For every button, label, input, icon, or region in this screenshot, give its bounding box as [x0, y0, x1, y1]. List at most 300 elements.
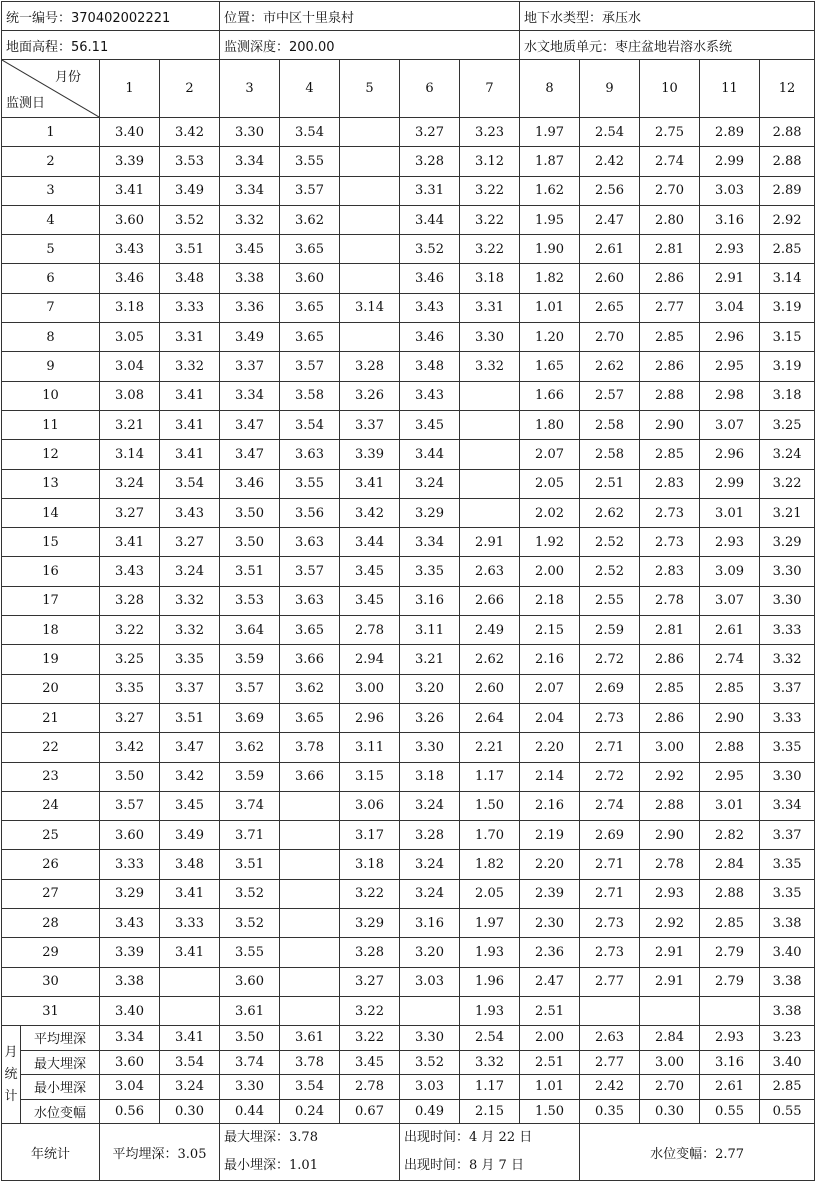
day-label: 8 [2, 323, 100, 352]
table-row [2, 703, 815, 732]
table-row [2, 264, 815, 293]
day-label: 22 [2, 733, 100, 762]
depth-cell [400, 996, 460, 1025]
stat-cell: 2.78 [340, 1075, 400, 1100]
depth-cell: 3.52 [400, 235, 460, 264]
depth-cell: 3.32 [460, 352, 520, 381]
depth-cell: 3.40 [100, 996, 160, 1025]
stat-cell: 3.34 [100, 1026, 160, 1051]
table-row [2, 674, 815, 703]
depth-cell: 2.88 [760, 118, 815, 147]
depth-cell: 3.28 [400, 147, 460, 176]
depth-cell: 3.24 [400, 791, 460, 820]
depth-cell: 3.65 [280, 323, 340, 352]
day-label: 27 [2, 879, 100, 908]
depth-cell: 3.04 [100, 352, 160, 381]
depth-cell: 3.52 [160, 205, 220, 234]
depth-cell: 3.19 [760, 352, 815, 381]
table-row [2, 586, 815, 615]
depth-cell: 2.20 [520, 850, 580, 879]
depth-cell: 3.16 [400, 586, 460, 615]
depth-cell: 3.50 [220, 498, 280, 527]
depth-cell: 3.31 [400, 176, 460, 205]
depth-cell: 3.57 [280, 176, 340, 205]
table-row [2, 821, 815, 850]
depth-cell: 3.22 [340, 996, 400, 1025]
depth-cell: 3.43 [160, 498, 220, 527]
depth-cell: 3.52 [220, 909, 280, 938]
depth-cell: 1.50 [460, 791, 520, 820]
depth-cell: 3.16 [400, 909, 460, 938]
depth-cell: 3.11 [340, 733, 400, 762]
depth-cell: 2.70 [640, 176, 700, 205]
depth-cell: 2.63 [460, 557, 520, 586]
table-row [2, 938, 815, 967]
depth-cell: 3.46 [220, 469, 280, 498]
monitor-depth: 监测深度：200.00 [220, 31, 520, 60]
depth-cell: 1.97 [460, 909, 520, 938]
depth-cell: 3.41 [160, 410, 220, 439]
depth-cell: 3.33 [760, 616, 815, 645]
table-row [2, 147, 815, 176]
depth-cell: 3.26 [340, 381, 400, 410]
depth-cell [160, 967, 220, 996]
depth-cell: 3.37 [160, 674, 220, 703]
depth-cell: 3.44 [340, 528, 400, 557]
depth-cell: 3.41 [100, 176, 160, 205]
stat-cell: 0.30 [640, 1099, 700, 1124]
month-header: 4 [280, 60, 340, 118]
depth-cell [280, 821, 340, 850]
depth-cell: 3.29 [340, 909, 400, 938]
depth-cell: 3.00 [340, 674, 400, 703]
depth-cell: 2.91 [700, 264, 760, 293]
depth-cell [340, 205, 400, 234]
depth-cell: 3.29 [760, 528, 815, 557]
depth-cell: 3.42 [100, 733, 160, 762]
depth-cell: 3.28 [340, 352, 400, 381]
depth-cell: 3.46 [400, 264, 460, 293]
depth-cell: 3.30 [220, 118, 280, 147]
monthly-stats-char: 统 [4, 1066, 18, 1082]
depth-cell: 3.12 [460, 147, 520, 176]
depth-cell: 3.15 [760, 323, 815, 352]
stat-cell: 3.74 [220, 1050, 280, 1075]
depth-cell: 1.93 [460, 938, 520, 967]
depth-cell: 3.45 [160, 791, 220, 820]
depth-cell: 3.46 [400, 323, 460, 352]
depth-cell: 3.64 [220, 616, 280, 645]
depth-cell: 2.72 [580, 762, 640, 791]
elevation: 地面高程：56.11 [2, 31, 220, 60]
depth-cell: 1.93 [460, 996, 520, 1025]
depth-cell: 3.33 [100, 850, 160, 879]
depth-cell: 3.22 [340, 879, 400, 908]
depth-cell: 3.22 [460, 176, 520, 205]
depth-cell: 2.96 [340, 703, 400, 732]
stat-cell: 3.23 [760, 1026, 815, 1051]
depth-cell: 3.14 [100, 440, 160, 469]
stat-cell: 0.56 [100, 1099, 160, 1124]
water-type: 地下水类型：承压水 [520, 2, 815, 31]
month-header: 2 [160, 60, 220, 118]
depth-cell: 2.88 [640, 381, 700, 410]
depth-cell: 2.88 [640, 791, 700, 820]
depth-cell: 2.85 [640, 440, 700, 469]
depth-cell [280, 967, 340, 996]
depth-cell: 1.70 [460, 821, 520, 850]
depth-cell: 3.65 [280, 293, 340, 322]
depth-cell: 2.88 [700, 733, 760, 762]
day-label: 5 [2, 235, 100, 264]
depth-cell: 3.29 [100, 879, 160, 908]
depth-cell: 3.32 [220, 205, 280, 234]
depth-cell: 3.38 [760, 967, 815, 996]
depth-cell: 2.70 [580, 323, 640, 352]
depth-cell: 3.43 [100, 557, 160, 586]
depth-cell: 3.63 [280, 586, 340, 615]
depth-cell: 3.55 [280, 469, 340, 498]
depth-cell: 2.89 [700, 118, 760, 147]
depth-cell: 2.51 [520, 996, 580, 1025]
depth-cell: 3.34 [400, 528, 460, 557]
day-label: 2 [2, 147, 100, 176]
day-label: 14 [2, 498, 100, 527]
depth-cell: 2.62 [580, 352, 640, 381]
depth-cell: 2.04 [520, 703, 580, 732]
day-label: 12 [2, 440, 100, 469]
depth-cell: 2.92 [640, 762, 700, 791]
depth-cell: 3.34 [220, 147, 280, 176]
annual-average: 平均埋深：3.05 [100, 1124, 220, 1181]
depth-cell: 3.39 [100, 938, 160, 967]
depth-cell: 2.69 [580, 821, 640, 850]
table-row [2, 176, 815, 205]
annual-extremes [220, 1124, 400, 1181]
day-label: 24 [2, 791, 100, 820]
stat-cell: 3.30 [220, 1075, 280, 1100]
depth-cell: 2.71 [580, 879, 640, 908]
depth-cell: 3.35 [100, 674, 160, 703]
day-label: 11 [2, 410, 100, 439]
depth-cell: 3.03 [400, 967, 460, 996]
depth-cell: 2.73 [640, 528, 700, 557]
table-row [2, 791, 815, 820]
stat-cell: 0.67 [340, 1099, 400, 1124]
depth-cell: 2.81 [640, 616, 700, 645]
depth-cell: 2.85 [700, 909, 760, 938]
depth-cell: 2.92 [760, 205, 815, 234]
depth-cell: 2.86 [640, 352, 700, 381]
depth-cell: 3.16 [700, 205, 760, 234]
depth-cell: 3.60 [220, 967, 280, 996]
depth-cell: 2.62 [580, 498, 640, 527]
depth-cell: 1.90 [520, 235, 580, 264]
depth-cell: 3.30 [460, 323, 520, 352]
depth-cell: 3.41 [160, 938, 220, 967]
depth-cell: 2.73 [580, 703, 640, 732]
annual-stats-row [2, 1124, 815, 1181]
month-header: 3 [220, 60, 280, 118]
stat-cell: 0.44 [220, 1099, 280, 1124]
depth-cell: 3.00 [640, 733, 700, 762]
depth-cell: 2.93 [700, 528, 760, 557]
month-header: 1 [100, 60, 160, 118]
depth-cell: 2.84 [700, 850, 760, 879]
day-label: 10 [2, 381, 100, 410]
depth-cell: 2.74 [700, 645, 760, 674]
depth-cell: 2.92 [640, 909, 700, 938]
depth-cell: 3.21 [760, 498, 815, 527]
depth-cell: 2.83 [640, 557, 700, 586]
day-label: 16 [2, 557, 100, 586]
month-header: 9 [580, 60, 640, 118]
depth-cell: 2.90 [640, 821, 700, 850]
depth-cell [280, 996, 340, 1025]
depth-cell: 3.22 [760, 469, 815, 498]
depth-cell [340, 176, 400, 205]
depth-cell: 3.44 [400, 440, 460, 469]
depth-cell: 2.56 [580, 176, 640, 205]
depth-cell: 3.34 [760, 791, 815, 820]
stat-cell: 2.42 [580, 1075, 640, 1100]
depth-cell: 2.51 [580, 469, 640, 498]
depth-cell: 3.62 [220, 733, 280, 762]
table-row [2, 967, 815, 996]
depth-cell: 1.01 [520, 293, 580, 322]
depth-cell: 3.37 [340, 410, 400, 439]
depth-cell: 1.82 [460, 850, 520, 879]
annual-range: 水位变幅：2.77 [580, 1124, 815, 1181]
depth-cell: 2.02 [520, 498, 580, 527]
depth-cell: 3.74 [220, 791, 280, 820]
stat-cell: 3.04 [100, 1075, 160, 1100]
depth-cell: 3.31 [160, 323, 220, 352]
depth-cell: 3.34 [220, 381, 280, 410]
depth-cell: 2.47 [520, 967, 580, 996]
depth-cell: 3.60 [280, 264, 340, 293]
depth-cell: 1.95 [520, 205, 580, 234]
depth-cell: 3.60 [100, 205, 160, 234]
depth-cell: 3.23 [460, 118, 520, 147]
stat-cell: 2.54 [460, 1026, 520, 1051]
depth-cell: 3.24 [400, 469, 460, 498]
depth-cell: 2.85 [760, 235, 815, 264]
depth-cell: 3.45 [400, 410, 460, 439]
depth-cell: 2.49 [460, 616, 520, 645]
depth-cell: 3.53 [220, 586, 280, 615]
depth-cell: 2.58 [580, 410, 640, 439]
depth-cell: 3.05 [100, 323, 160, 352]
depth-cell: 2.30 [520, 909, 580, 938]
depth-cell: 3.59 [220, 645, 280, 674]
stat-cell: 3.00 [640, 1050, 700, 1075]
depth-cell: 3.27 [160, 528, 220, 557]
depth-cell [340, 235, 400, 264]
stat-cell: 2.51 [520, 1050, 580, 1075]
depth-cell: 3.56 [280, 498, 340, 527]
depth-cell: 3.48 [400, 352, 460, 381]
depth-cell: 3.46 [100, 264, 160, 293]
table-row [2, 616, 815, 645]
depth-cell: 3.65 [280, 616, 340, 645]
depth-cell [460, 410, 520, 439]
depth-cell: 3.42 [160, 762, 220, 791]
depth-cell: 2.07 [520, 674, 580, 703]
depth-cell: 3.49 [160, 821, 220, 850]
depth-cell: 3.17 [340, 821, 400, 850]
depth-cell: 3.28 [400, 821, 460, 850]
depth-cell: 3.57 [220, 674, 280, 703]
depth-cell: 2.42 [580, 147, 640, 176]
station-id: 统一编号：370402002221 [2, 2, 220, 31]
depth-cell: 3.20 [400, 938, 460, 967]
stat-cell: 0.49 [400, 1099, 460, 1124]
depth-cell: 3.33 [760, 703, 815, 732]
annual-label: 年统计 [2, 1124, 100, 1181]
depth-cell [340, 264, 400, 293]
depth-cell: 3.63 [280, 440, 340, 469]
depth-cell: 3.47 [220, 410, 280, 439]
depth-cell: 2.60 [460, 674, 520, 703]
depth-cell: 3.36 [220, 293, 280, 322]
depth-cell: 3.41 [160, 879, 220, 908]
location: 位置：市中区十里泉村 [220, 2, 520, 31]
depth-cell: 2.78 [340, 616, 400, 645]
depth-cell: 2.86 [640, 703, 700, 732]
depth-cell: 3.44 [400, 205, 460, 234]
depth-cell: 2.54 [580, 118, 640, 147]
stat-cell: 3.54 [160, 1050, 220, 1075]
depth-cell: 2.58 [580, 440, 640, 469]
groundwater-table [1, 1, 815, 1181]
table-row [2, 410, 815, 439]
depth-cell: 3.71 [220, 821, 280, 850]
depth-cell: 3.43 [100, 909, 160, 938]
depth-cell: 2.71 [580, 733, 640, 762]
depth-cell [280, 879, 340, 908]
depth-cell: 3.38 [100, 967, 160, 996]
monthly-stats-char: 月 [4, 1044, 18, 1060]
annual-max-time: 出现时间：4 月 22 日 [404, 1130, 533, 1146]
stat-row [2, 1099, 815, 1124]
depth-cell: 2.95 [700, 762, 760, 791]
depth-cell [640, 996, 700, 1025]
depth-cell: 3.63 [280, 528, 340, 557]
depth-cell: 3.15 [340, 762, 400, 791]
stat-cell: 3.45 [340, 1050, 400, 1075]
depth-cell: 3.45 [340, 586, 400, 615]
depth-cell: 3.78 [280, 733, 340, 762]
stat-label: 水位变幅 [21, 1099, 100, 1124]
depth-cell: 3.65 [280, 235, 340, 264]
depth-cell: 1.82 [520, 264, 580, 293]
depth-cell: 3.38 [220, 264, 280, 293]
depth-cell: 3.25 [100, 645, 160, 674]
stat-cell: 3.61 [280, 1026, 340, 1051]
depth-cell: 3.32 [160, 586, 220, 615]
depth-cell: 3.24 [400, 850, 460, 879]
depth-cell: 3.41 [160, 381, 220, 410]
depth-cell: 3.54 [160, 469, 220, 498]
depth-cell: 3.34 [220, 176, 280, 205]
depth-cell: 3.62 [280, 205, 340, 234]
depth-cell: 3.18 [760, 381, 815, 410]
depth-cell: 2.96 [700, 323, 760, 352]
table-row [2, 762, 815, 791]
depth-cell: 3.41 [100, 528, 160, 557]
depth-cell: 3.30 [760, 557, 815, 586]
depth-cell: 2.75 [640, 118, 700, 147]
depth-cell: 3.39 [340, 440, 400, 469]
depth-cell: 3.51 [160, 235, 220, 264]
depth-cell: 3.29 [400, 498, 460, 527]
depth-cell: 3.27 [400, 118, 460, 147]
depth-cell: 3.11 [400, 616, 460, 645]
depth-cell [280, 791, 340, 820]
table-row [2, 909, 815, 938]
stat-cell: 3.16 [700, 1050, 760, 1075]
depth-cell: 3.35 [760, 879, 815, 908]
table-row [2, 498, 815, 527]
depth-cell: 2.85 [640, 674, 700, 703]
corner-month-label: 月份 [54, 70, 81, 85]
depth-cell: 3.01 [700, 498, 760, 527]
depth-cell: 2.20 [520, 733, 580, 762]
monthly-stats-char: 计 [4, 1088, 18, 1104]
depth-cell: 3.61 [220, 996, 280, 1025]
month-header: 8 [520, 60, 580, 118]
depth-cell: 3.28 [100, 586, 160, 615]
depth-cell: 2.15 [520, 616, 580, 645]
table-row [2, 293, 815, 322]
depth-cell: 2.73 [580, 909, 640, 938]
depth-cell: 2.14 [520, 762, 580, 791]
annual-min: 最小埋深：1.01 [224, 1158, 318, 1174]
depth-cell: 3.38 [760, 909, 815, 938]
depth-cell: 3.37 [760, 821, 815, 850]
stat-cell: 2.63 [580, 1026, 640, 1051]
depth-cell: 2.78 [640, 586, 700, 615]
depth-cell: 3.57 [280, 352, 340, 381]
depth-cell: 2.95 [700, 352, 760, 381]
depth-cell: 2.83 [640, 469, 700, 498]
day-label: 25 [2, 821, 100, 850]
stat-cell: 2.15 [460, 1099, 520, 1124]
depth-cell: 2.73 [580, 938, 640, 967]
depth-cell: 3.54 [280, 410, 340, 439]
stat-cell: 1.01 [520, 1075, 580, 1100]
depth-cell: 1.87 [520, 147, 580, 176]
stat-cell: 2.85 [760, 1075, 815, 1100]
depth-cell: 2.86 [640, 264, 700, 293]
stat-row [2, 1026, 815, 1051]
depth-cell: 3.32 [160, 616, 220, 645]
day-label: 30 [2, 967, 100, 996]
depth-cell: 2.62 [460, 645, 520, 674]
depth-cell: 1.92 [520, 528, 580, 557]
depth-cell: 3.59 [220, 762, 280, 791]
depth-cell: 3.32 [160, 352, 220, 381]
depth-cell: 2.55 [580, 586, 640, 615]
month-header: 7 [460, 60, 520, 118]
depth-cell: 3.26 [400, 703, 460, 732]
depth-cell: 1.66 [520, 381, 580, 410]
depth-cell: 2.60 [580, 264, 640, 293]
day-label: 1 [2, 118, 100, 147]
depth-cell: 2.79 [700, 938, 760, 967]
depth-cell: 2.80 [640, 205, 700, 234]
